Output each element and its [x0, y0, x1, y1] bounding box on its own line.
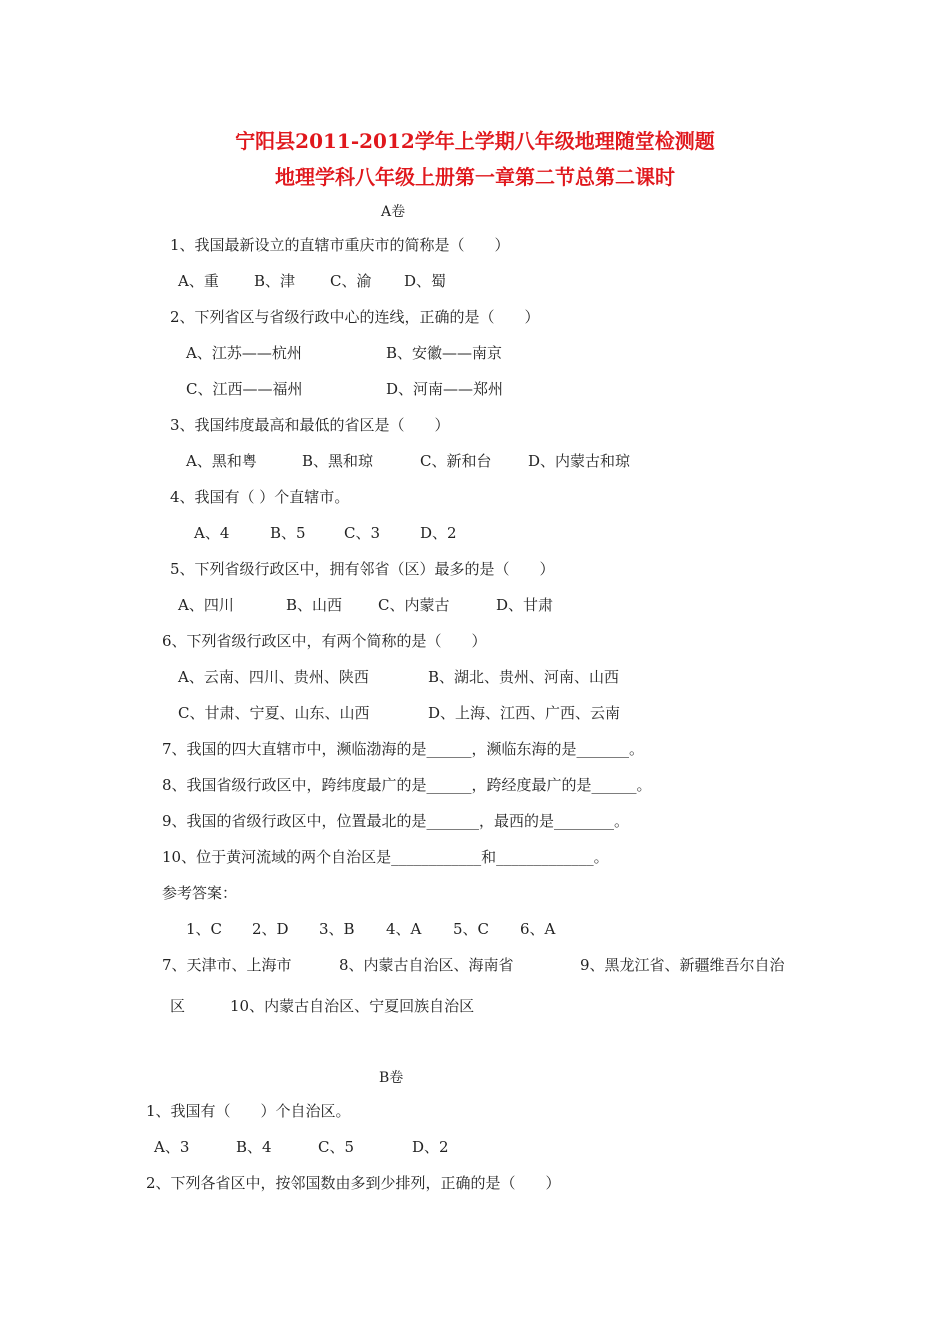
document-title-line-2: 地理学科八年级上册第一章第二节总第二课时 [275, 165, 675, 189]
b-question-1: 1、我国有（ ）个自治区。 [146, 1102, 351, 1120]
a-question-4-option-c: C、3 [344, 524, 381, 542]
answer-7: 7、天津市、上海市 [162, 956, 292, 974]
b-question-2: 2、下列各省区中，按邻国数由多到少排列，正确的是（ ） [146, 1174, 561, 1192]
answer-5: 5、C [453, 920, 490, 938]
b-question-1-option-d: D、2 [412, 1138, 449, 1156]
a-question-6-option-c: C、甘肃、宁夏、山东、山西 [178, 704, 370, 722]
a-question-7: 7、我国的四大直辖市中，濒临渤海的是______，濒临东海的是_______。 [162, 740, 645, 758]
document-title-line-1: 宁阳县2011-2012学年上学期八年级地理随堂检测题 [235, 129, 715, 153]
a-question-2-option-d: D、河南——郑州 [386, 380, 504, 398]
a-question-3: 3、我国纬度最高和最低的省区是（ ） [170, 416, 450, 434]
a-question-5-option-d: D、甘肃 [496, 596, 554, 614]
a-question-4-option-d: D、2 [420, 524, 457, 542]
a-question-1-option-a: A、重 [178, 272, 219, 290]
a-question-1-option-c: C、渝 [330, 272, 372, 290]
a-question-3-option-d: D、内蒙古和琼 [528, 452, 631, 470]
a-question-3-option-a: A、黑和粤 [186, 452, 257, 470]
a-question-5: 5、下列省级行政区中，拥有邻省（区）最多的是（ ） [170, 560, 555, 578]
answer-4: 4、A [386, 920, 422, 938]
answer-8: 8、内蒙古自治区、海南省 [339, 956, 514, 974]
a-question-10: 10、位于黄河流域的两个自治区是____________和_____________。 [162, 848, 609, 866]
a-question-3-option-c: C、新和台 [420, 452, 492, 470]
a-question-2-option-c: C、江西——福州 [186, 380, 303, 398]
a-question-1-option-d: D、蜀 [404, 272, 447, 290]
answer-3: 3、B [319, 920, 355, 938]
a-question-2-option-b: B、安徽——南京 [386, 344, 503, 362]
b-question-1-option-c: C、5 [318, 1138, 355, 1156]
a-question-2-option-a: A、江苏——杭州 [186, 344, 302, 362]
section-b-heading: B卷 [379, 1070, 404, 1086]
a-question-9: 9、我国的省级行政区中，位置最北的是_______，最西的是________。 [162, 812, 630, 830]
answer-9-continued: 区 [170, 997, 186, 1015]
a-question-4-option-a: A、4 [194, 524, 230, 542]
a-question-5-option-b: B、山西 [286, 596, 343, 614]
a-question-6-option-d: D、上海、江西、广西、云南 [428, 704, 621, 722]
answer-6: 6、A [520, 920, 556, 938]
a-question-5-option-c: C、内蒙古 [378, 596, 450, 614]
b-question-1-option-a: A、3 [154, 1138, 190, 1156]
b-question-1-option-b: B、4 [236, 1138, 272, 1156]
a-question-6: 6、下列省级行政区中，有两个简称的是（ ） [162, 632, 487, 650]
a-question-8: 8、我国省级行政区中，跨纬度最广的是______，跨经度最广的是______。 [162, 776, 652, 794]
answer-2: 2、D [252, 920, 289, 938]
answer-1: 1、C [186, 920, 223, 938]
answers-heading: 参考答案： [162, 884, 238, 902]
section-a-heading: A卷 [381, 204, 406, 220]
a-question-1-option-b: B、津 [254, 272, 296, 290]
a-question-5-option-a: A、四川 [178, 596, 234, 614]
answer-9: 9、黑龙江省、新疆维吾尔自治 [580, 956, 785, 974]
answer-10: 10、内蒙古自治区、宁夏回族自治区 [230, 997, 475, 1015]
a-question-6-option-a: A、云南、四川、贵州、陕西 [178, 668, 369, 686]
a-question-6-option-b: B、湖北、贵州、河南、山西 [428, 668, 620, 686]
a-question-2: 2、下列省区与省级行政中心的连线，正确的是（ ） [170, 308, 540, 326]
a-question-1: 1、我国最新设立的直辖市重庆市的简称是（ ） [170, 236, 510, 254]
a-question-3-option-b: B、黑和琼 [302, 452, 374, 470]
a-question-4: 4、我国有（ ）个直辖市。 [170, 488, 350, 506]
a-question-4-option-b: B、5 [270, 524, 306, 542]
